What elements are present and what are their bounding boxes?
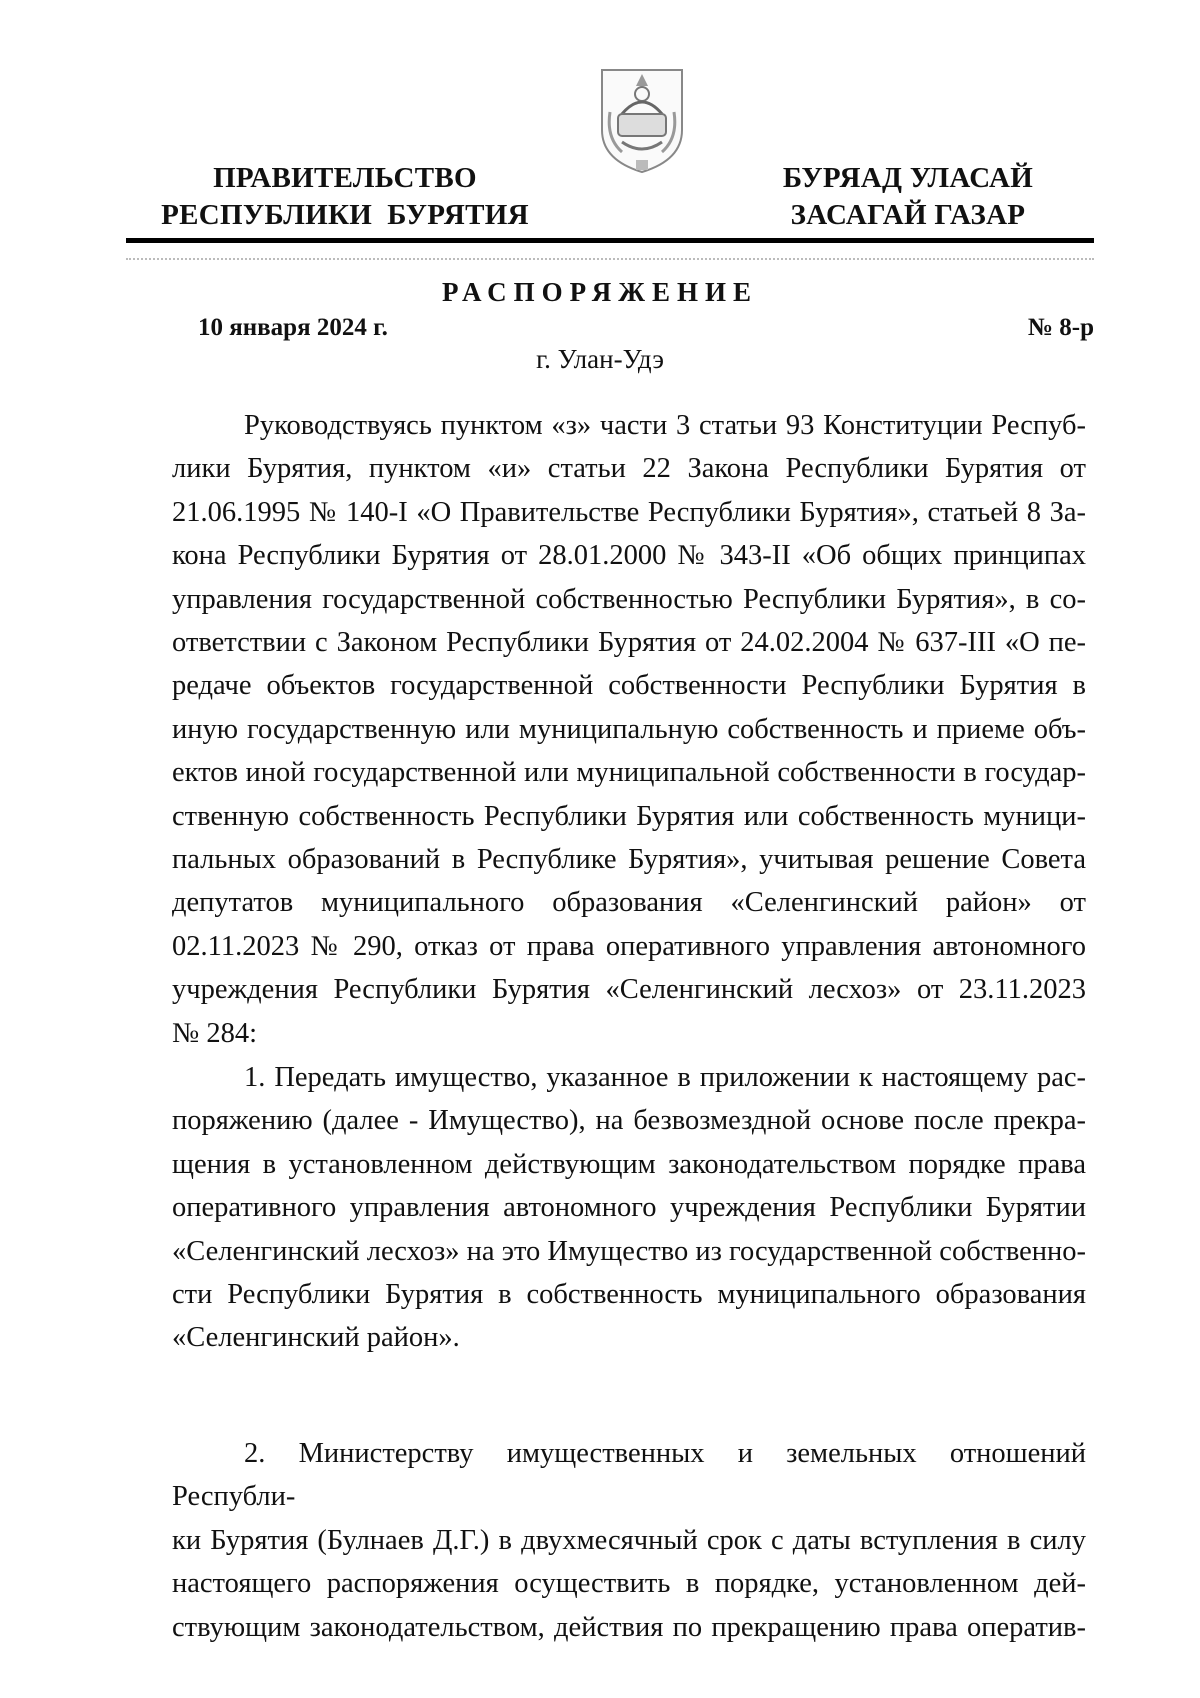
header-divider-thin — [126, 258, 1094, 260]
document-date: 10 января 2024 г. — [198, 314, 388, 341]
text-line: ственную собственность Республики Бурятия или собственность муници- — [172, 800, 1086, 832]
header-divider — [126, 238, 1094, 243]
text-line: кона Республики Бурятия от 28.01.2000 № 343-II «Об общих принципах — [172, 540, 1086, 572]
document-city: г. Улан-Удэ — [536, 344, 664, 374]
text-line: депутатов муниципального образования «Селенгинский район» от — [172, 887, 1086, 919]
text-line: 02.11.2023 № 290, отказ от права оперативного управления автономного — [172, 930, 1086, 962]
clause-2-paragraph — [172, 1432, 1086, 1649]
text-line: поряжению (далее - Имущество), на безвозмездной основе после прекра- — [172, 1105, 1086, 1137]
text-line: иную государственную или муниципальную собственность и приеме объ- — [172, 713, 1086, 745]
text-line: настоящего распоряжения осуществить в порядке, установленном дей- — [172, 1568, 1086, 1600]
preamble-paragraph — [172, 404, 1086, 1055]
text-line: лики Бурятия, пунктом «и» статьи 22 Закона Республики Бурятия от — [172, 453, 1086, 485]
text-line: ответствии с Законом Республики Бурятия от 24.02.2004 № 637-III «О пе- — [172, 627, 1086, 659]
text-line: оперативного управления автономного учреждения Республики Бурятии — [172, 1192, 1086, 1224]
text-line: ствующим законодательством, действия по прекращению права оператив- — [172, 1611, 1086, 1643]
text-line: ки Бурятия (Булнаев Д.Г.) в двухмесячный срок с даты вступления в силу — [172, 1524, 1086, 1556]
coat-of-arms-icon — [592, 60, 692, 178]
document-type-title: РАСПОРЯЖЕНИЕ — [441, 277, 759, 307]
text-line: «Селенгинский лесхоз» на это Имущество из государственной собственно- — [172, 1235, 1086, 1267]
text-line: ектов иной государственной или муниципальной собственности в государ- — [172, 757, 1086, 789]
org-name-buryat-line-1: БУРЯАД УЛАСАЙ — [782, 162, 1034, 194]
org-name-russian-line-2: РЕСПУБЛИКИ БУРЯТИЯ — [161, 199, 529, 231]
text-line: пальных образований в Республике Бурятия», учитывая решение Совета — [172, 844, 1086, 876]
text-line: управления государственной собственностью Республики Бурятия», в со- — [172, 583, 1086, 615]
text-line: щения в установленном действующим законодательством порядке права — [172, 1148, 1086, 1180]
text-line: редаче объектов государственной собственности Республики Бурятия в — [172, 670, 1086, 702]
text-line: Руководствуясь пунктом «з» части 3 статьи 93 Конституции Респуб- — [244, 410, 1086, 441]
text-line: 2. Министерству имущественных и земельных отношений Республи- — [172, 1438, 1086, 1513]
clause-1-paragraph — [172, 1056, 1086, 1360]
text-line: «Селенгинский район». — [172, 1322, 460, 1354]
text-line: № 284: — [172, 1017, 257, 1049]
text-line: сти Республики Бурятия в собственность муниципального образования — [172, 1279, 1086, 1311]
org-name-buryat — [748, 160, 1068, 234]
org-name-russian — [150, 160, 540, 234]
text-line: учреждения Республики Бурятия «Селенгинский лесхоз» от 23.11.2023 — [172, 974, 1086, 1006]
document-number: № 8-р — [1027, 314, 1094, 341]
text-line: 1. Передать имущество, указанное в приложении к настоящему рас- — [244, 1062, 1086, 1093]
text-line: 21.06.1995 № 140-I «О Правительстве Республики Бурятия», статьей 8 За- — [172, 496, 1086, 528]
org-name-russian-line-1: ПРАВИТЕЛЬСТВО — [213, 162, 477, 194]
org-name-buryat-line-2: ЗАСАГАЙ ГАЗАР — [790, 199, 1026, 231]
